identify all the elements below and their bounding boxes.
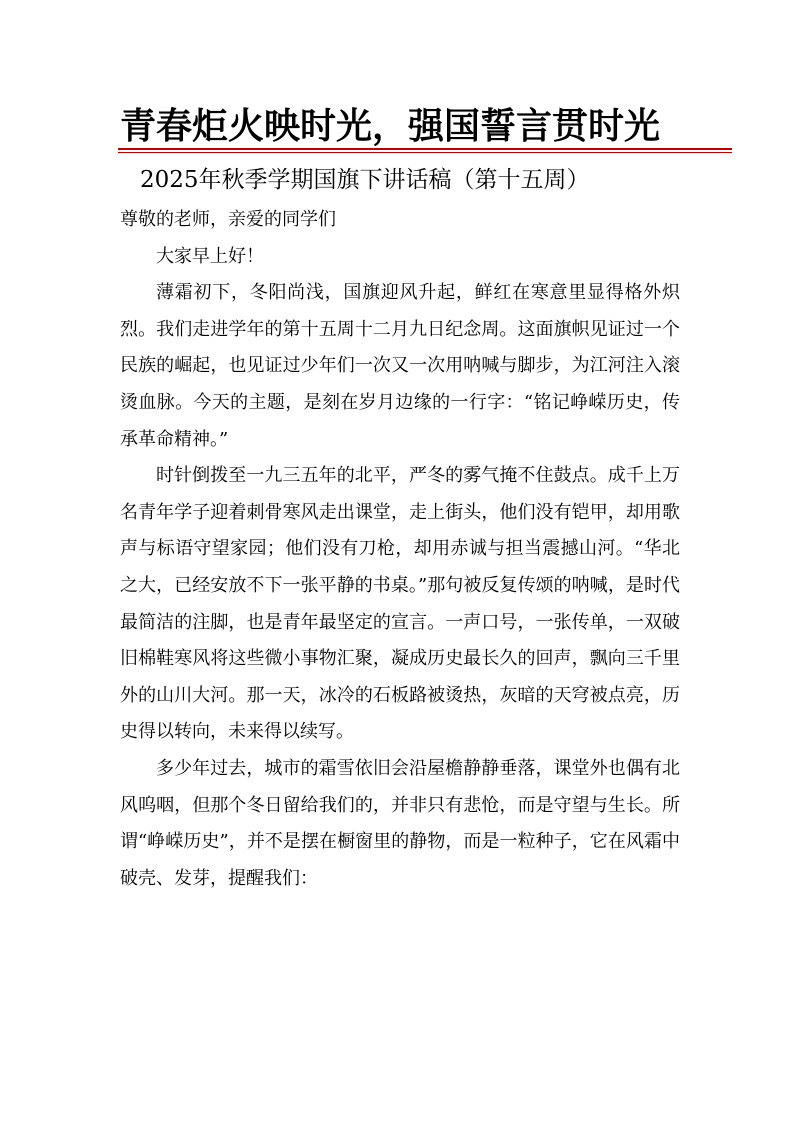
title-underline: [118, 148, 732, 150]
paragraph: 薄霜初下，冬阳尚浅，国旗迎风升起，鲜红在寒意里显得格外炽烈。我们走进学年的第十五周十二月九日纪念周。这面旗帜见证过一个民族的崛起，也见证过少年们一次又一次用呐喊与脚步，为江河注入滚烫血脉。今天的主题，是刻在岁月边缘的一行字：“铭记峥嵘历史，传承革命精神。”: [120, 282, 680, 450]
paragraph: 时针倒拨至一九三五年的北平，严冬的雾气掩不住鼓点。成千上万名青年学子迎着刺骨寒风走出课堂，走上街头，他们没有铠甲，却用歌声与标语守望家园；他们没有刀枪，却用赤诚与担当震撼山河。“华北之大，已经安放不下一张平静的书桌。”那句被反复传颂的呐喊，是时代最简洁的注脚，也是青年最坚定的宣言。一声口号，一张传单，一双破旧棉鞋寒风将这些微小事物汇聚，凝成历史最长久的回声，飘向三千里外的山川大河。那一天，冰冷的石板路被烫热，灰暗的天穹被点亮，历史得以转向，未来得以续写。: [120, 465, 680, 743]
document-title: 青春炬火映时光，强国誓言贯时光: [120, 106, 661, 147]
title-underline-thin: [118, 152, 732, 153]
document-subtitle: 2025年秋季学期国旗下讲话稿（第十五周）: [140, 167, 590, 193]
salutation: 尊敬的老师，亲爱的同学们: [120, 209, 336, 230]
paragraph: 多少年过去，城市的霜雪依旧会沿屋檐静静垂落，课堂外也偶有北风呜咽，但那个冬日留给我们的，并非只有悲怆，而是守望与生长。所谓“峥嵘历史”，并不是摆在橱窗里的静物，而是一粒种子，它在风霜中破壳、发芽，提醒我们：: [120, 757, 680, 889]
speech-body: [120, 202, 680, 897]
greeting: 大家早上好！: [156, 245, 264, 267]
